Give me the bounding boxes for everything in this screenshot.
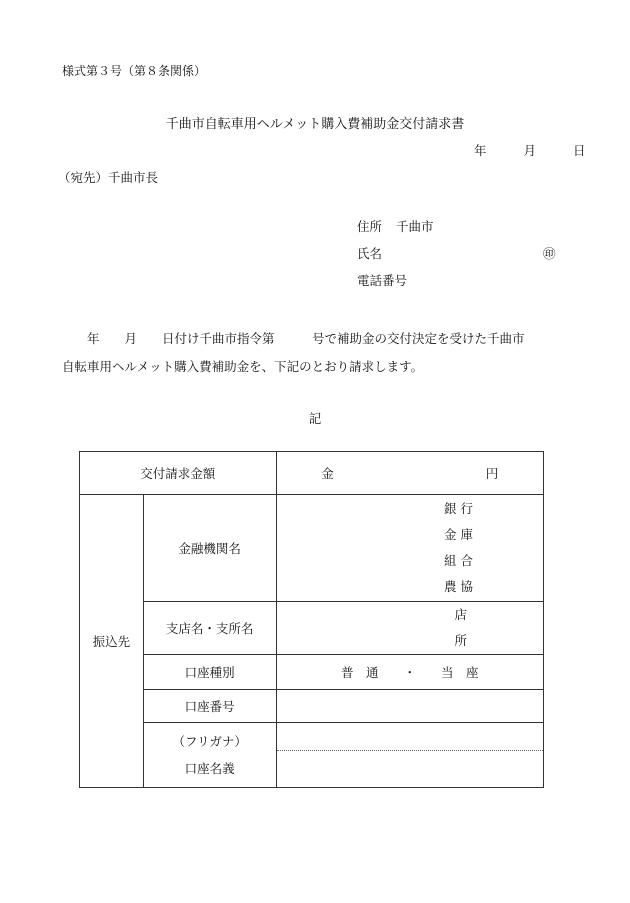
request-statement [62, 325, 562, 381]
branch-field[interactable] [276, 602, 543, 655]
ki-heading: 記 [308, 411, 322, 426]
phone-label: 電話番号 [357, 273, 408, 288]
transfer-label: 振込先 [80, 495, 144, 788]
bank-row [80, 495, 544, 602]
date-month: 月 [523, 143, 537, 158]
date-line [474, 141, 586, 159]
amount-suffix: 円 [485, 466, 499, 481]
address-row [357, 220, 557, 247]
amount-row [80, 452, 544, 495]
address-label: 住所 [357, 219, 383, 234]
account-type-label: 口座種別 [143, 655, 276, 690]
bank-type-list [444, 496, 473, 600]
bank-field[interactable] [276, 495, 543, 602]
transfer-table [79, 451, 544, 788]
account-holder-field-input[interactable] [277, 751, 543, 787]
account-number-row [80, 690, 544, 723]
name-label: 氏名 [357, 246, 383, 261]
date-day: 日 [573, 143, 586, 158]
account-number-label: 口座番号 [143, 690, 276, 723]
seal-mark: ㊞ [543, 246, 556, 261]
form-number: 様式第３号（第８条関係） [62, 64, 207, 78]
statement-line-1: 年 月 日付け千曲市指令第 号で補助金の交付決定を受けた千曲市 [62, 331, 525, 346]
addressee: （宛先）千曲市長 [58, 170, 159, 185]
bank-type-item: 金 庫 [444, 527, 473, 542]
bank-label: 金融機関名 [143, 495, 276, 602]
amount-label: 交付請求金額 [80, 452, 277, 495]
amount-prefix: 金 [321, 466, 334, 481]
phone-row [357, 274, 557, 301]
amount-field[interactable] [276, 452, 543, 495]
date-year: 年 [474, 143, 487, 158]
account-number-field[interactable] [276, 690, 543, 723]
account-holder-row [80, 723, 544, 788]
account-type-row [80, 655, 544, 690]
name-row [357, 247, 557, 274]
bank-type-item: 農 協 [444, 579, 473, 594]
account-holder-label-cell [143, 723, 276, 788]
branch-type-item: 店 [454, 607, 467, 622]
account-holder-field [276, 723, 543, 788]
furigana-label: （フリガナ） [172, 734, 247, 749]
bank-type-item: 組 合 [444, 553, 473, 568]
statement-line-2: 自転車用ヘルメット購入費補助金を、下記のとおり請求します。 [62, 359, 424, 374]
applicant-block [357, 220, 557, 301]
document-title: 千曲市自転車用ヘルメット購入費補助金交付請求書 [165, 117, 465, 132]
branch-type-list [454, 602, 467, 654]
account-holder-label: 口座名義 [184, 761, 235, 776]
branch-label: 支店名・支所名 [143, 602, 276, 655]
branch-type-item: 所 [454, 633, 467, 648]
address-value: 千曲市 [396, 219, 434, 234]
account-type-options[interactable]: 普 通 ・ 当 座 [276, 655, 543, 690]
branch-row [80, 602, 544, 655]
bank-type-item: 銀 行 [444, 501, 473, 516]
furigana-field[interactable] [277, 723, 543, 751]
